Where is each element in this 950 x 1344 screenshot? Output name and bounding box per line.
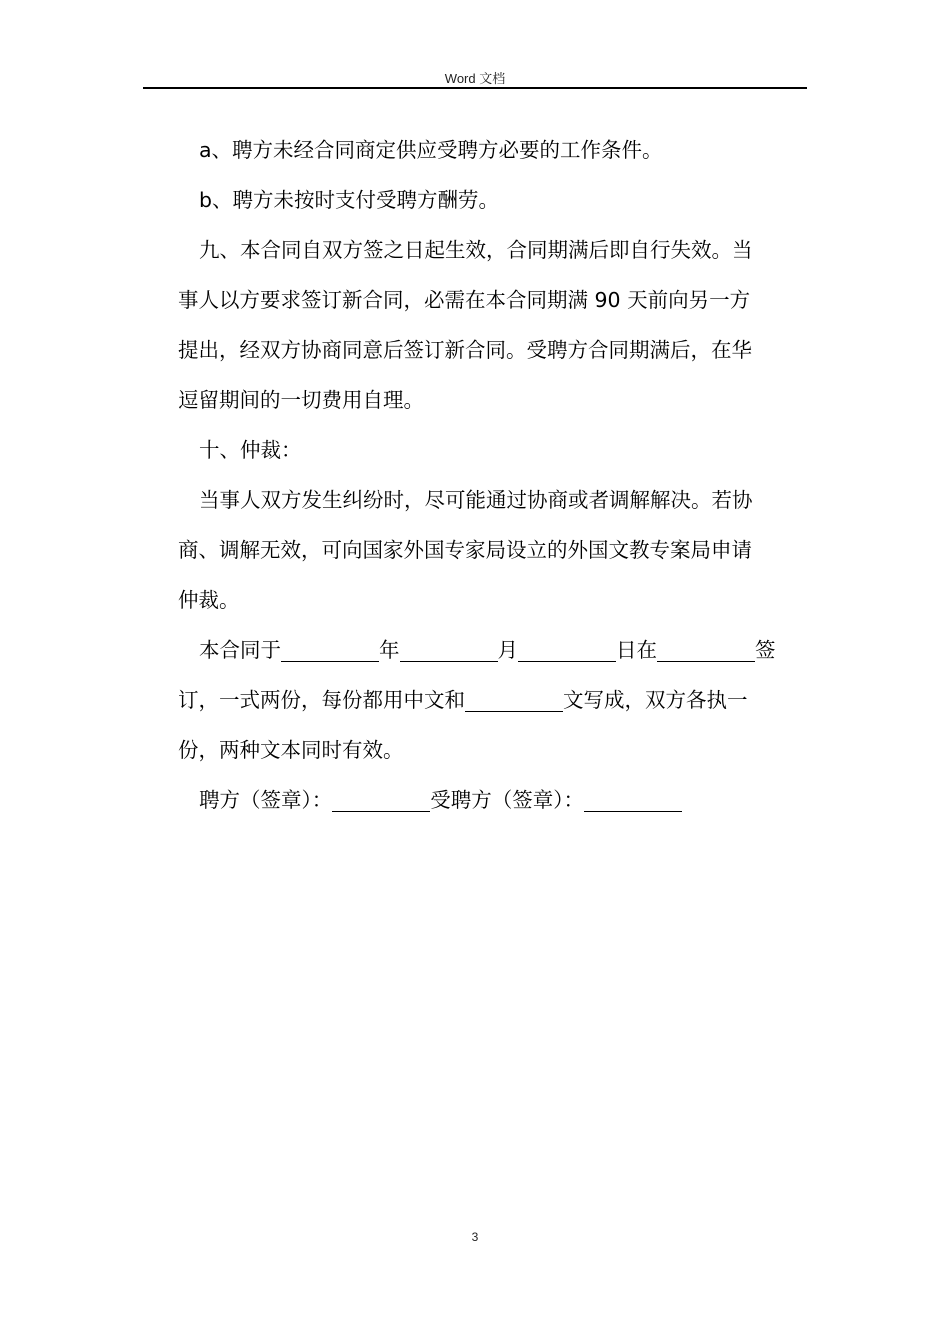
employee-signature-field[interactable] bbox=[584, 789, 682, 812]
paragraph-line: 当事人双方发生纠纷时，尽可能通过协商或者调解解决。若协 bbox=[199, 488, 753, 512]
blank-field-day[interactable] bbox=[518, 639, 616, 662]
paragraph-line: 仲裁。 bbox=[178, 588, 240, 612]
section-heading: 十、仲裁： bbox=[199, 438, 302, 462]
blank-field-language[interactable] bbox=[465, 689, 563, 712]
page-header: Word 文档 bbox=[444, 71, 506, 86]
blank-field-month[interactable] bbox=[400, 639, 498, 662]
employee-signature-label: 受聘方（签章）： bbox=[430, 788, 584, 812]
signature-line bbox=[178, 775, 808, 825]
paragraph-line: b、聘方未按时支付受聘方酬劳。 bbox=[199, 188, 500, 212]
employer-signature-label: 聘方（签章）： bbox=[199, 788, 333, 812]
paragraph-line: 逗留期间的一切费用自理。 bbox=[178, 388, 424, 412]
signing-date-line: 本合同于 年 月 日在 签 bbox=[199, 638, 776, 662]
blank-field-place[interactable] bbox=[657, 639, 755, 662]
paragraph-line: 事人以方要求签订新合同，必需在本合同期满 90 天前向另一方 bbox=[178, 288, 751, 312]
paragraph-line: 商、调解无效，可向国家外国专家局设立的外国文教专案局申请 bbox=[178, 538, 752, 562]
page-number: 3 bbox=[471, 1230, 479, 1244]
paragraph-line: a、聘方未经合同商定供应受聘方必要的工作条件。 bbox=[199, 138, 663, 162]
signing-language-line: 订，一式两份，每份都用中文和 文写成，双方各执一 bbox=[178, 688, 748, 712]
paragraph-line: 提出，经双方协商同意后签订新合同。受聘方合同期满后，在华 bbox=[178, 338, 752, 362]
employer-signature-field[interactable] bbox=[332, 789, 430, 812]
header-divider bbox=[143, 87, 807, 89]
blank-field-year[interactable] bbox=[281, 639, 379, 662]
document-body bbox=[178, 125, 808, 825]
paragraph-line: 九、本合同自双方签之日起生效，合同期满后即自行失效。当 bbox=[199, 238, 753, 262]
paragraph-line: 份，两种文本同时有效。 bbox=[178, 738, 404, 762]
